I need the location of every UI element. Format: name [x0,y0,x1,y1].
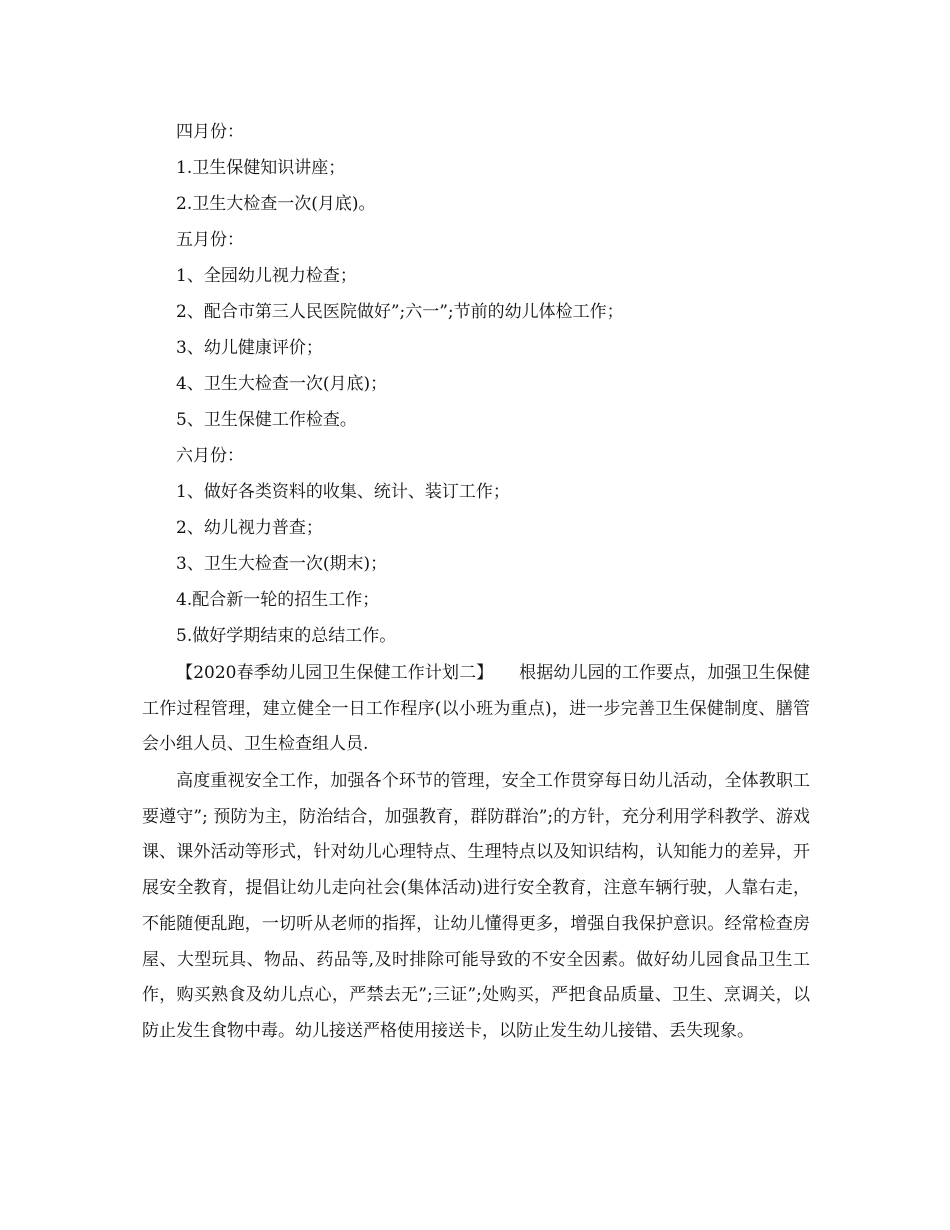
june-heading: 六月份： [176,446,244,466]
june-item-4: 4.配合新一轮的招生工作； [176,590,380,610]
may-heading: 五月份： [176,230,244,250]
may-item-3: 3、幼儿健康评价； [176,338,323,358]
june-item-5: 5.做好学期结束的总结工作。 [176,626,397,646]
may-item-1: 1、全园幼儿视力检查； [176,266,357,286]
may-item-5: 5、卫生保健工作检查。 [176,410,357,430]
safety-paragraph [142,764,810,1050]
june-item-3: 3、卫生大检查一次(期末)； [176,554,388,574]
may-item-2: 2、配合市第三人民医院做好”;六一”;节前的幼儿体检工作； [176,302,624,322]
june-item-1: 1、做好各类资料的收集、统计、装订工作； [176,482,510,502]
april-item-1: 1.卫生保健知识讲座； [176,158,346,178]
june-item-2: 2、幼儿视力普查； [176,518,323,538]
april-item-2: 2.卫生大检查一次(月底)。 [176,194,376,214]
april-heading: 四月份： [176,122,244,142]
safety-text: 高度重视安全工作，加强各个环节的管理，安全工作贯穿每日幼儿活动，全体教职工要遵守”; 预防为主，防治结合，加强教育，群防群治”;的方针，充分利用学科教学、游戏课、课外活动等形式，针对幼儿心理特点、生理特点以及知识结构，认知能力的差异，开展安全教育，提倡让幼儿走向社会(集体活动)进行安全教育，注意车辆行驶，人靠右走，不能随便乱跑，一切听从老师的指挥，让幼儿懂得更多，增强自我保护意识。经常检查房屋、大型玩具、物品、药品等,及时排除可能导致的不安全因素。做好幼儿园食品卫生工作，购买熟食及幼儿点心，严禁去无”;三证”;处购买，严把食品质量、卫生、烹调关，以防止发生食物中毒。幼儿接送严格使用接送卡，以防止发生幼儿接错、丢失现象。 [142,771,810,1041]
plan2-text: 【2020春季幼儿园卫生保健工作计划二】 根据幼儿园的工作要点，加强卫生保健工作过程管理，建立健全一日工作程序(以小班为重点)，进一步完善卫生保健制度、膳管会小组人员、卫生检查组人员. [142,663,810,755]
plan2-paragraph [142,656,810,763]
may-item-4: 4、卫生大检查一次(月底)； [176,374,388,394]
